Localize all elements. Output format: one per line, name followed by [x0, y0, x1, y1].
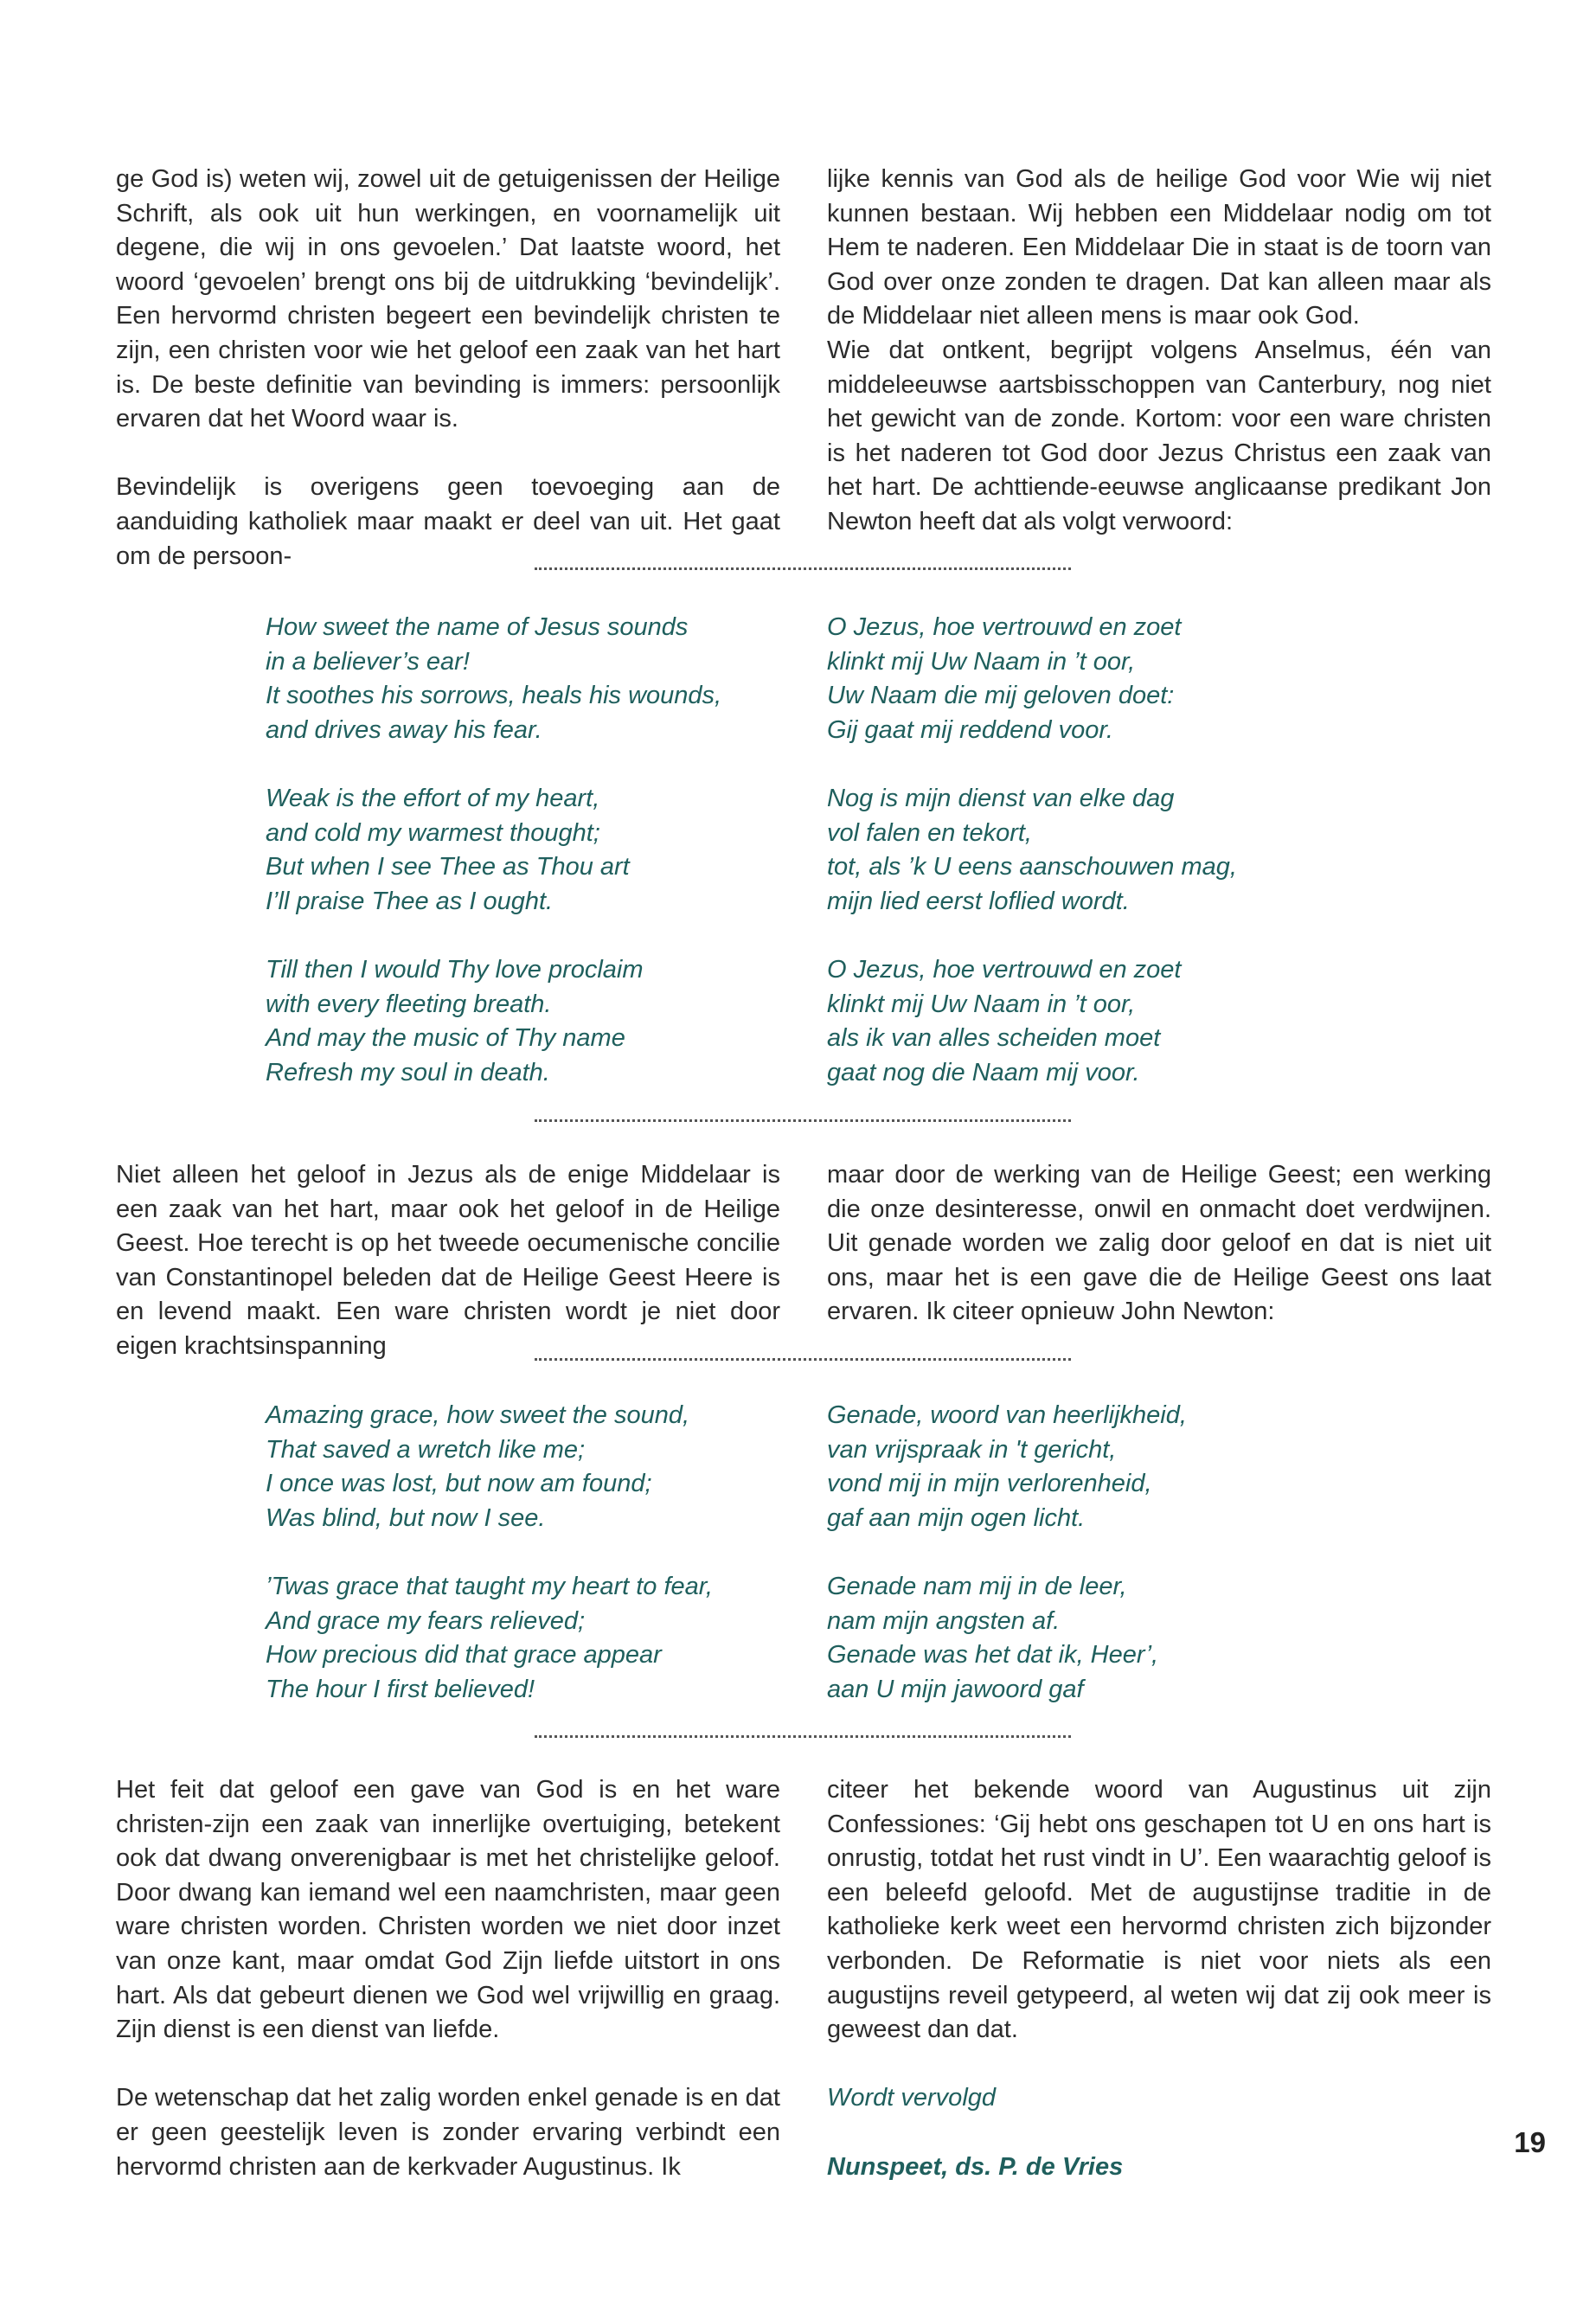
poem-line: And may the music of Thy name: [266, 1024, 625, 1053]
dotted-divider: [535, 1735, 1071, 1738]
poem-line: Uw Naam die mij geloven doet:: [827, 682, 1175, 710]
poem-line: mijn lied eerst loflied wordt.: [827, 887, 1130, 915]
poem-line: Genade nam mij in de leer,: [827, 1572, 1127, 1600]
poem-line: in a believer’s ear!: [266, 647, 470, 676]
page-number: 19: [1514, 2126, 1546, 2158]
poem-line: It soothes his sorrows, heals his wounds,: [266, 682, 722, 710]
continued-note: Wordt vervolgd: [827, 2084, 997, 2112]
author-signature: Nunspeet, ds. P. de Vries: [827, 2152, 1124, 2181]
poem-line: But when I see Thee as Thou art: [266, 853, 630, 881]
poem-line: and cold my warmest thought;: [266, 818, 600, 847]
poem-line: klinkt mij Uw Naam in ’t oor,: [827, 990, 1136, 1018]
poem-line: How sweet the name of Jesus sounds: [266, 613, 689, 641]
paragraph: De wetenschap dat het zalig worden enkel genade is en dat er geen geestelijk leven is zonder ervaring verbindt een hervormd christen aan de kerkvader Augustinus. Ik: [116, 2084, 780, 2181]
stanza: [827, 953, 1237, 1090]
stanza: [266, 782, 721, 919]
poem-line: and drives away his fear.: [266, 715, 542, 744]
poem-line: gaf aan mijn ogen licht.: [827, 1503, 1086, 1532]
stanza: [266, 611, 721, 747]
column-left-block1: [116, 163, 780, 574]
poem-dutch-2: [827, 1399, 1187, 1707]
poem-line: aan U mijn jawoord gaf: [827, 1675, 1084, 1703]
poem-line: That saved a wretch like me;: [266, 1435, 586, 1464]
poem-line: tot, als ’k U eens aanschouwen mag,: [827, 853, 1237, 881]
poem-english-1: [266, 611, 721, 1090]
column-right-block2: [827, 1158, 1491, 1330]
poem-line: Nog is mijn dienst van elke dag: [827, 784, 1175, 812]
poem-line: Till then I would Thy love proclaim: [266, 955, 644, 984]
column-left-block3: [116, 1773, 780, 2184]
stanza: [827, 782, 1237, 919]
poem-line: klinkt mij Uw Naam in ’t oor,: [827, 647, 1136, 676]
paragraph: Niet alleen het geloof in Jezus als de enige Middelaar is een zaak van het hart, maar ook het geloof in de Heilige Geest. Hoe terecht is op het tweede oecumenische concilie van Constantinopel beleden dat de Heilige Geest Heere is en levend maakt. Een ware christen wordt je niet door eigen krachtsinspanning: [116, 1161, 780, 1360]
dotted-divider: [535, 1119, 1071, 1122]
stanza: [827, 1399, 1187, 1535]
stanza: [827, 611, 1237, 747]
poem-line: vond mij in mijn verlorenheid,: [827, 1470, 1152, 1498]
poem-line: O Jezus, hoe vertrouwd en zoet: [827, 613, 1182, 641]
paragraph: citeer het bekende woord van Augustinus uit zijn Confessiones: ‘Gij hebt ons geschapen tot U en ons hart is onrustig, totdat het rust vindt in U’. Een waarachtig geloof is een beleefd geloofd. Met de augustijnse traditie in de katholieke kerk weet een hervormd christen zich bijzonder verbonden. De Reformatie is niet voor niets als een augustijns reveil getypeerd, al weten wij dat zij ook meer is geweest dan dat.: [827, 1776, 1491, 2044]
poem-line: vol falen en tekort,: [827, 818, 1032, 847]
poem-line: gaat nog die Naam mij voor.: [827, 1058, 1140, 1086]
poem-line: Genade, woord van heerlijkheid,: [827, 1401, 1187, 1429]
poem-line: Refresh my soul in death.: [266, 1058, 550, 1086]
poem-line: The hour I first believed!: [266, 1675, 535, 1703]
paragraph: Bevindelijk is overigens geen toevoeging aan de aanduiding katholiek maar maakt er deel van uit. Het gaat om de persoon-: [116, 473, 780, 570]
poem-line: ’Twas grace that taught my heart to fear,: [266, 1572, 713, 1600]
poem-line: O Jezus, hoe vertrouwd en zoet: [827, 955, 1182, 984]
stanza: [827, 1570, 1187, 1707]
poem-line: How precious did that grace appear: [266, 1641, 662, 1670]
paragraph: maar door de werking van de Heilige Geest; een werking die onze desinteresse, onwil en onmacht doet verdwijnen. Uit genade worden we zalig door geloof en dat is niet uit ons, maar het is een gave die de Heilige Geest ons laat ervaren. Ik citeer opnieuw John Newton:: [827, 1161, 1491, 1326]
poem-line: Was blind, but now I see.: [266, 1503, 546, 1532]
poem-line: I once was lost, but now am found;: [266, 1470, 652, 1498]
column-right-block1: [827, 163, 1491, 540]
dotted-divider: [535, 1358, 1071, 1361]
poem-line: I’ll praise Thee as I ought.: [266, 887, 554, 915]
poem-line: with every fleeting breath.: [266, 990, 552, 1018]
stanza: [266, 1570, 713, 1707]
dotted-divider: [535, 567, 1071, 570]
poem-line: nam mijn angsten af.: [827, 1606, 1061, 1635]
poem-line: van vrijspraak in 't gericht,: [827, 1435, 1117, 1464]
poem-line: Gij gaat mij reddend voor.: [827, 715, 1113, 744]
paragraph: Het feit dat geloof een gave van God is en het ware christen-zijn een zaak van innerlijke overtuiging, betekent ook dat dwang onverenigbaar is met het christelijke geloof. Door dwang kan iemand wel een naamchristen, maar geen ware christen worden. Christen worden we niet door inzet van onze kant, maar omdat God Zijn liefde uitstort in ons hart. Als dat gebeurt dienen we God wel vrijwillig en graag. Zijn dienst is een dienst van liefde.: [116, 1776, 780, 2044]
paragraph: ge God is) weten wij, zowel uit de getuigenissen der Heilige Schrift, als ook uit hun werkingen, en voornamelijk uit degene, die wij in ons gevoelen.’ Dat laatste woord, het woord ‘gevoelen’ brengt ons bij de uitdrukking ‘bevindelijk’. Een hervormd christen begeert een bevindelijk christen te zijn, een christen voor wie het geloof een zaak van het hart is. De beste definitie van bevinding is immers: persoonlijk ervaren dat het Woord waar is.: [116, 165, 780, 433]
poem-line: Genade was het dat ik, Heer’,: [827, 1641, 1159, 1670]
column-left-block2: [116, 1158, 780, 1364]
poem-line: Amazing grace, how sweet the sound,: [266, 1401, 690, 1429]
poem-english-2: [266, 1399, 713, 1707]
poem-dutch-1: [827, 611, 1237, 1090]
paragraph: Wie dat ontkent, begrijpt volgens Anselmus, één van middeleeuwse aartsbisschoppen van Canterbury, nog niet het gewicht van de zonde. Kortom: voor een ware christen is het naderen tot God door Jezus Christus een zaak van het hart. De achttiende-eeuwse anglicaanse predikant Jon Newton heeft dat als volgt verwoord:: [827, 336, 1491, 535]
poem-line: And grace my fears relieved;: [266, 1606, 586, 1635]
paragraph: lijke kennis van God als de heilige God voor Wie wij niet kunnen bestaan. Wij hebben een Middelaar nodig om tot Hem te naderen. Een Middelaar Die in staat is de toorn van God over onze zonden te dragen. Dat kan alleen maar als de Middelaar niet alleen mens is maar ook God.: [827, 165, 1491, 330]
stanza: [266, 1399, 713, 1535]
column-right-block3: [827, 1773, 1491, 2184]
poem-line: Weak is the effort of my heart,: [266, 784, 600, 812]
stanza: [266, 953, 721, 1090]
poem-line: als ik van alles scheiden moet: [827, 1024, 1161, 1053]
